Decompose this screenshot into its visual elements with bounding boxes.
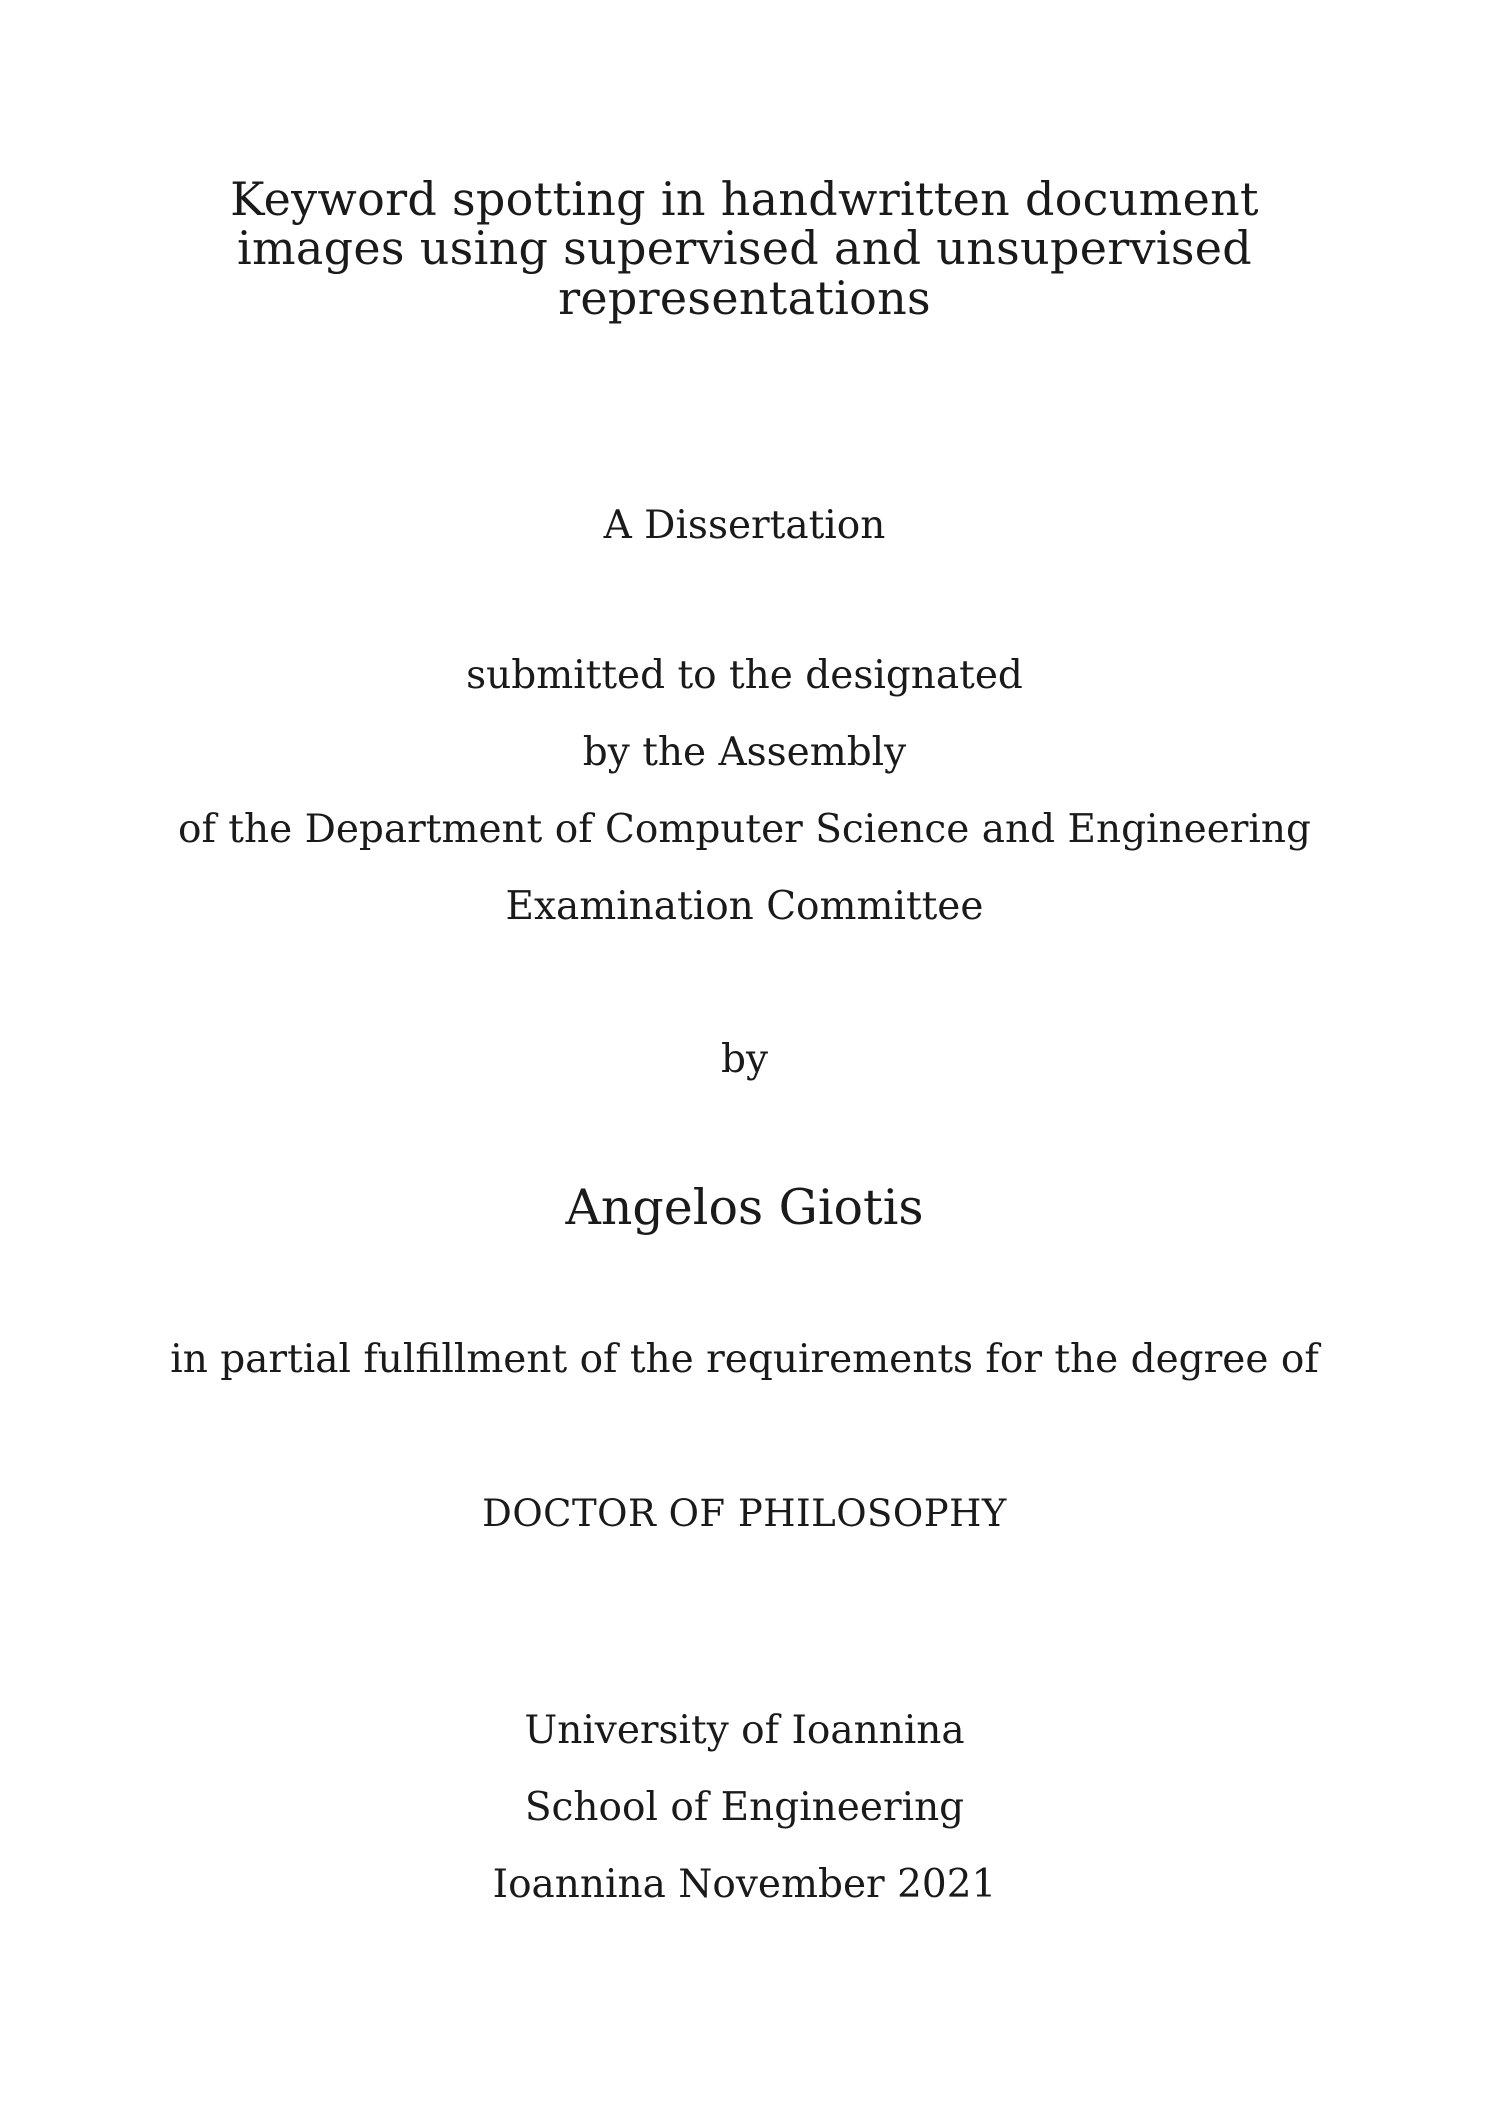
institution-line-university: University of Ioannina [524, 1708, 965, 1753]
institution-line-school: School of Engineering [524, 1785, 965, 1830]
document-type: A Dissertation [603, 503, 886, 548]
submission-line-1: submitted to the designated [466, 653, 1023, 698]
author-name: Angelos Giotis [565, 1179, 924, 1236]
thesis-title-line-3: representations [558, 271, 931, 325]
submission-line-2: by the Assembly [582, 730, 907, 775]
thesis-title-line-1: Keyword spotting in handwritten document [230, 172, 1259, 226]
degree-name: DOCTOR OF PHILOSOPHY [482, 1492, 1007, 1535]
institution-line-place-date: Ioannina November 2021 [492, 1862, 997, 1907]
submission-line-4: Examination Committee [505, 884, 984, 929]
submission-line-3: of the Department of Computer Science and Engineering [178, 807, 1311, 852]
by-label: by [721, 1037, 768, 1082]
fulfillment-statement: in partial fulfillment of the requirements for the degree of [170, 1337, 1319, 1382]
thesis-title-line-2: images using supervised and unsupervised [236, 221, 1252, 275]
